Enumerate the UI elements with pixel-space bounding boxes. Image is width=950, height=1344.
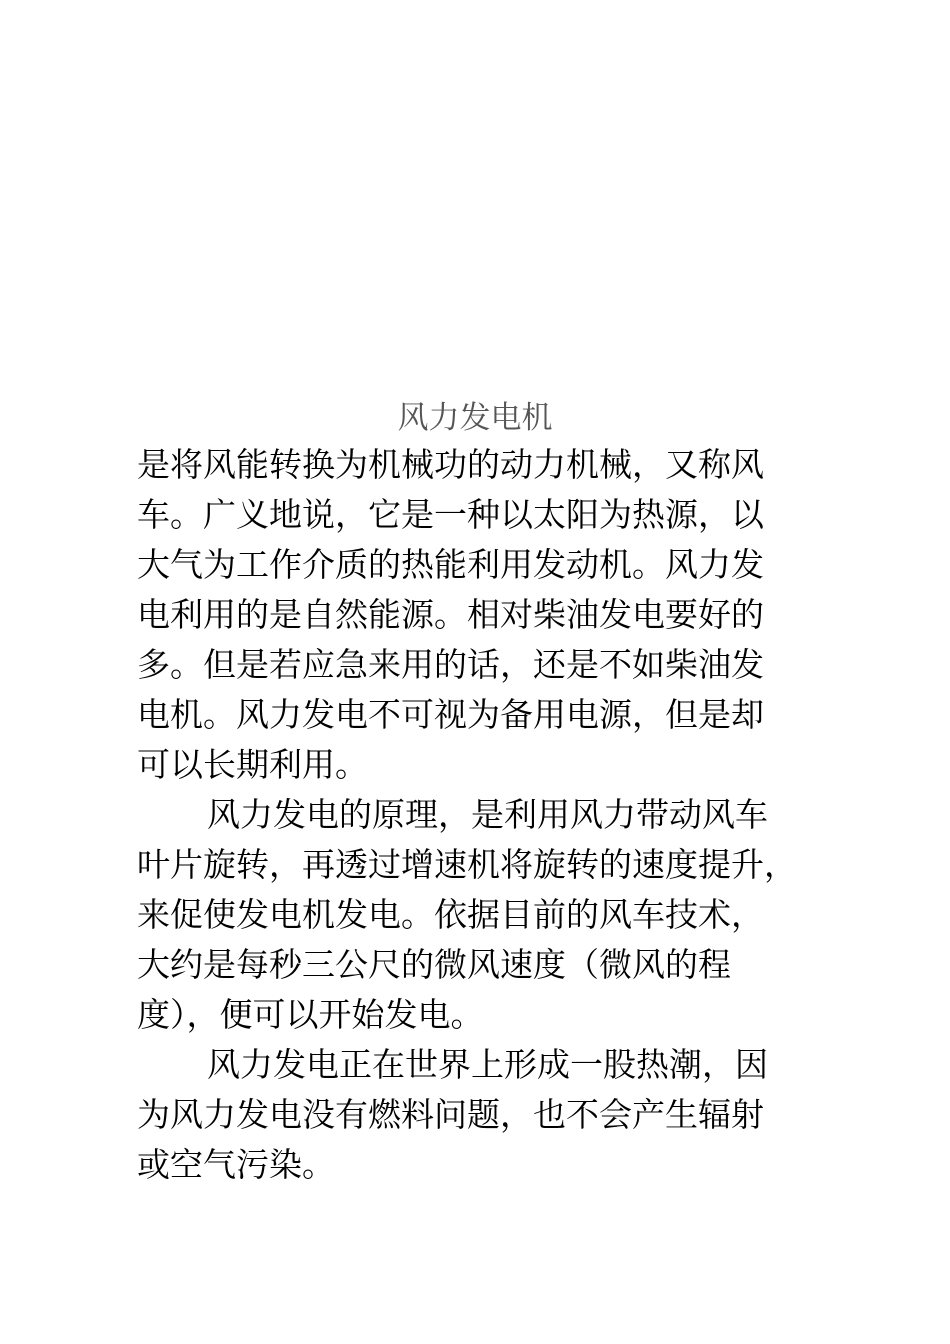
document-title: 风力发电机	[397, 400, 553, 436]
paragraph-1-line-6: 电机。风力发电不可视为备用电源，但是却	[137, 695, 764, 734]
paragraph-1-line-7: 可以长期利用。	[137, 745, 368, 784]
paragraph-2-line-3: 来促使发电机发电。依据目前的风车技术，	[137, 895, 764, 934]
paragraph-2-line-5: 度），便可以开始发电。	[137, 995, 484, 1034]
paragraph-1-line-2: 车。广义地说，它是一种以太阳为热源，以	[137, 495, 764, 534]
paragraph-1-line-1: 是将风能转换为机械功的动力机械，又称风	[137, 445, 764, 484]
paragraph-3-line-3: 或空气污染。	[137, 1145, 335, 1184]
paragraph-1-line-5: 多。但是若应急来用的话，还是不如柴油发	[137, 645, 764, 684]
document-body	[137, 440, 837, 1190]
paragraph-1-line-4: 电利用的是自然能源。相对柴油发电要好的	[137, 595, 764, 634]
paragraph-3-line-2: 为风力发电没有燃料问题，也不会产生辐射	[137, 1095, 764, 1134]
paragraph-2-line-2: 叶片旋转，再透过增速机将旋转的速度提升，	[137, 845, 797, 884]
paragraph-3-line-1: 风力发电正在世界上形成一股热潮，因	[207, 1045, 768, 1084]
paragraph-2-line-4: 大约是每秒三公尺的微风速度（微风的程	[137, 945, 731, 984]
paragraph-1-line-3: 大气为工作介质的热能利用发动机。风力发	[137, 545, 764, 584]
paragraph-2-line-1: 风力发电的原理，是利用风力带动风车	[207, 795, 768, 834]
